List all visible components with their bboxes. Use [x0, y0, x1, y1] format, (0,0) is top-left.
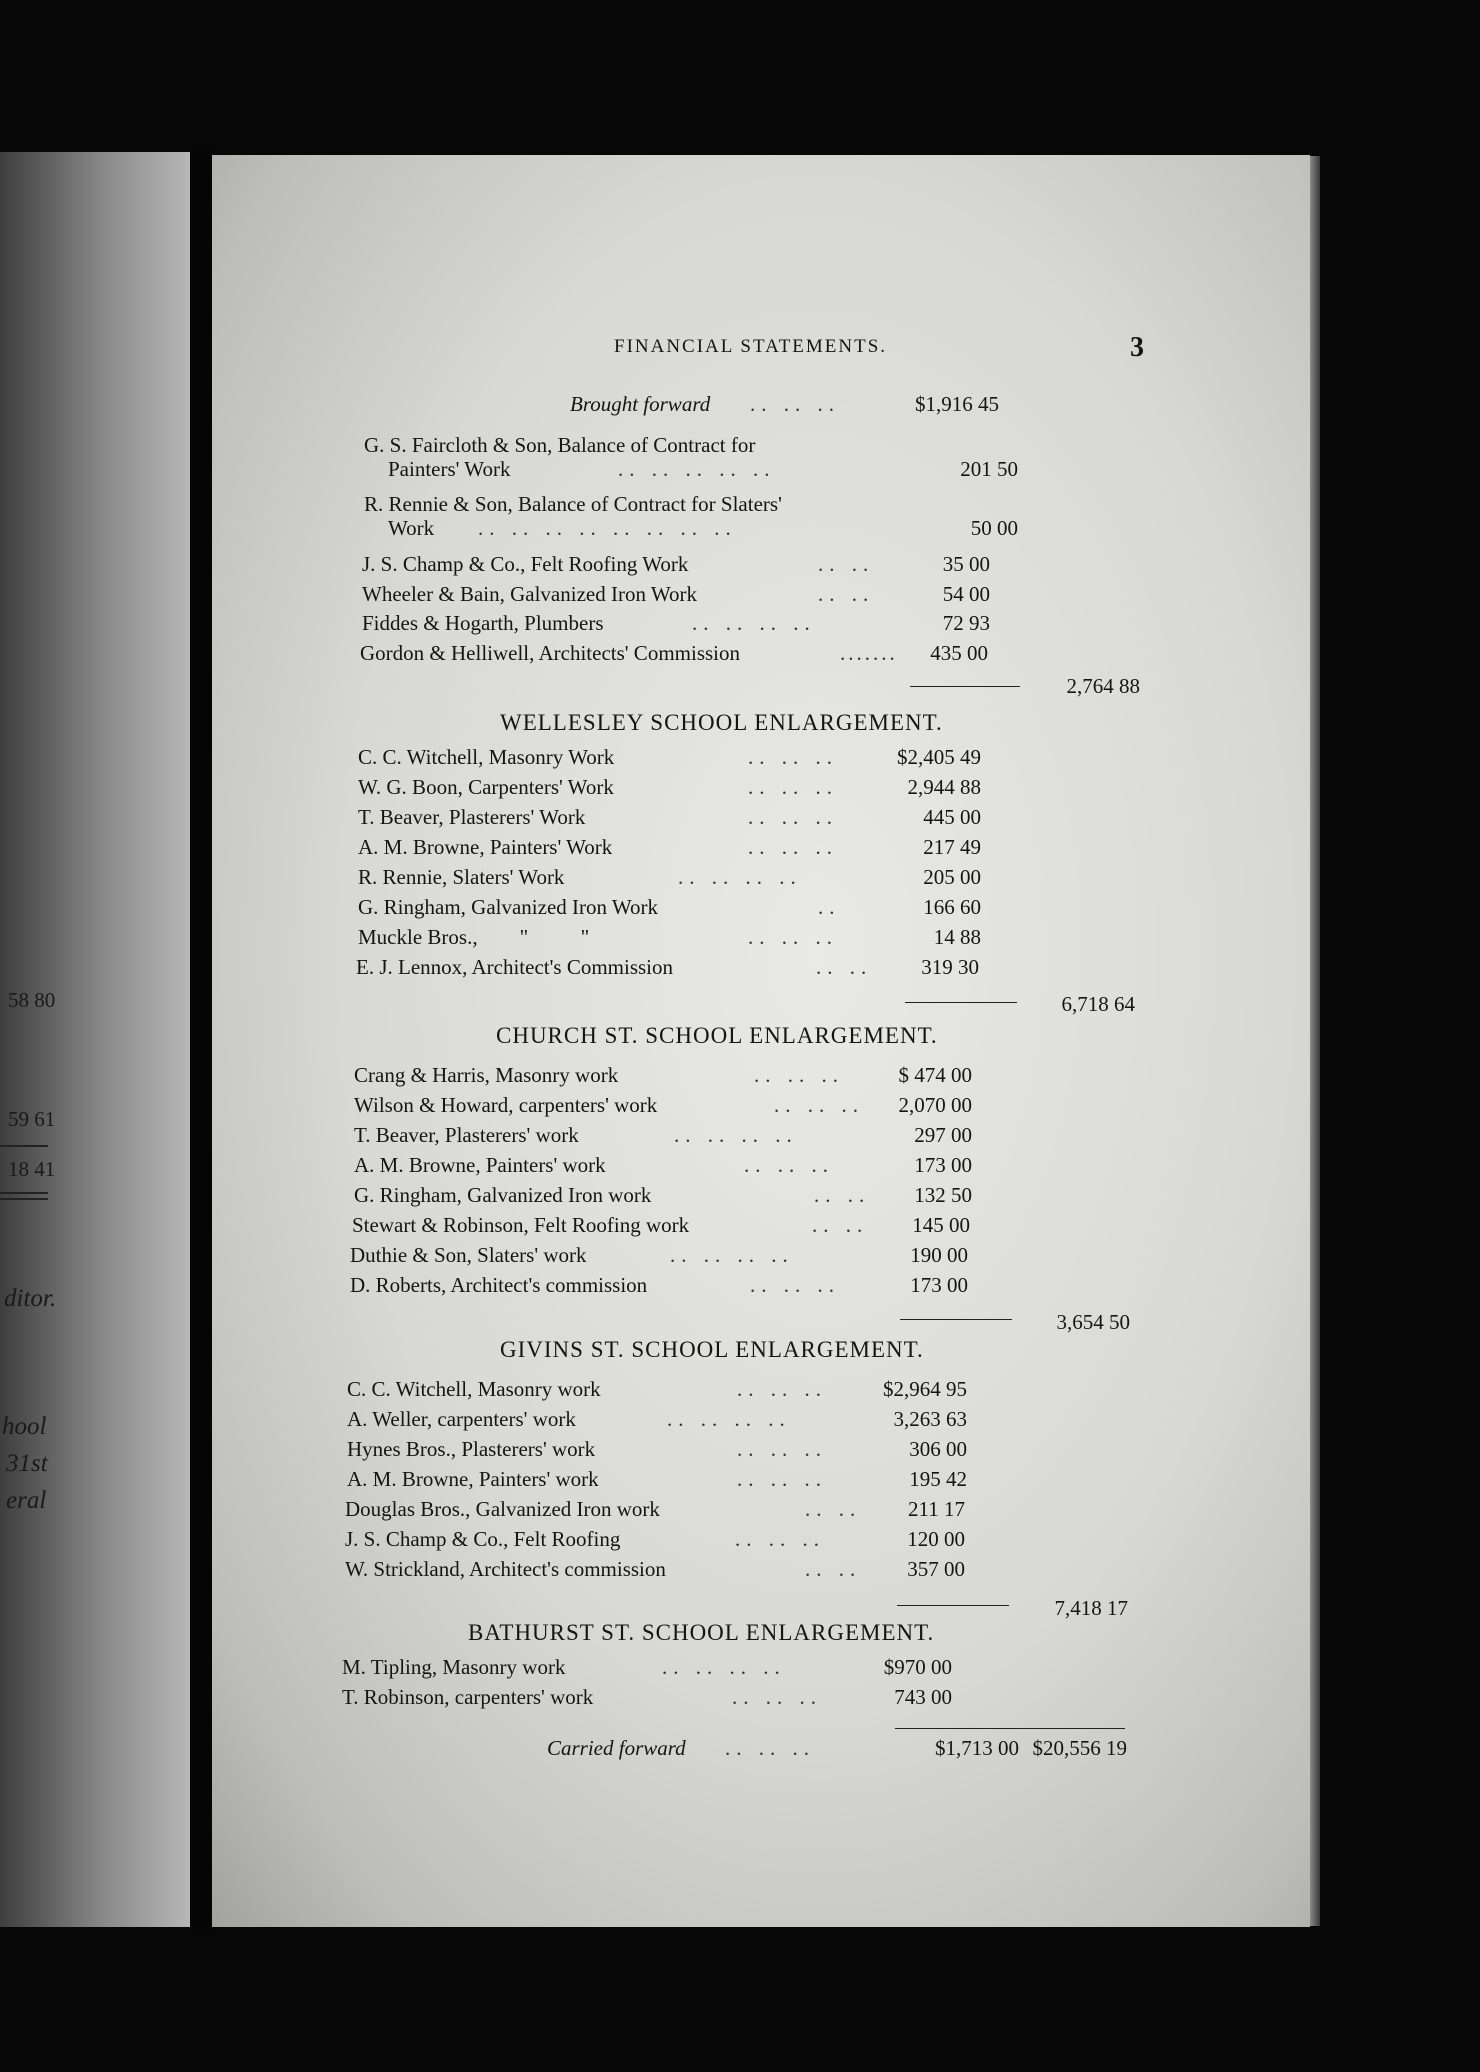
ledger-description: A. M. Browne, Painters' work — [347, 1467, 599, 1491]
left-page-fragment: ditor. — [4, 1285, 57, 1312]
brought-forward-row — [570, 392, 1030, 422]
ledger-row — [362, 552, 1027, 582]
ledger-description: Muckle Bros., " " — [358, 925, 590, 949]
ledger-description: Crang & Harris, Masonry work — [354, 1063, 619, 1087]
ledger-description: Hynes Bros., Plasterers' work — [347, 1437, 596, 1461]
ledger-row — [362, 582, 1027, 612]
section-total: 3,654 50 — [1056, 1310, 1130, 1334]
leader-dots: .. .. .. — [748, 775, 838, 799]
ledger-description: J. S. Champ & Co., Felt Roofing Work — [362, 552, 689, 576]
ledger-total-row — [990, 1310, 1140, 1340]
leader-dots: .. .. .. — [750, 1273, 840, 1297]
ledger-description: M. Tipling, Masonry work — [342, 1655, 566, 1679]
ledger-row — [347, 1377, 1012, 1407]
ledger-description: Wheeler & Bain, Galvanized Iron Work — [362, 582, 697, 606]
ledger-amount: 201 50 — [960, 457, 1018, 481]
ledger-description: Duthie & Son, Slaters' work — [350, 1243, 587, 1267]
left-page-rule — [0, 1192, 48, 1194]
ledger-description: J. S. Champ & Co., Felt Roofing — [345, 1527, 621, 1551]
leader-dots: .. .. .. .. — [667, 1407, 791, 1431]
ledger-amount: $970 00 — [883, 1655, 952, 1679]
ledger-description: W. G. Boon, Carpenters' Work — [358, 775, 614, 799]
ledger-row — [342, 1655, 1007, 1685]
subtotal-rule — [895, 1728, 1125, 1729]
ledger-row — [345, 1557, 1010, 1587]
ledger-row — [388, 457, 1028, 487]
ledger-row — [358, 745, 1023, 775]
ledger-row — [358, 835, 1023, 865]
ledger-amount: 195 42 — [909, 1467, 967, 1491]
section-title: BATHURST ST. SCHOOL ENLARGEMENT. — [468, 1620, 935, 1645]
leader-dots: .. .. .. .. — [674, 1123, 798, 1147]
ledger-description: Gordon & Helliwell, Architects' Commission — [360, 641, 740, 665]
ledger-description: R. Rennie, Slaters' Work — [358, 865, 565, 889]
leader-dots: .. .. — [818, 582, 875, 606]
carried-forward-row — [547, 1736, 1127, 1766]
leader-dots: .. .. .. — [748, 805, 838, 829]
ledger-amount: 173 00 — [910, 1273, 968, 1297]
left-page — [0, 152, 190, 1927]
leader-dots: .. .. .. — [748, 925, 838, 949]
leader-dots: .. .. .. — [754, 1063, 844, 1087]
leader-dots: .. .. .. .. — [678, 865, 802, 889]
ledger-row — [354, 1093, 1019, 1123]
ledger-description: Painters' Work — [388, 457, 511, 481]
ledger-amount: 190 00 — [910, 1243, 968, 1267]
ledger-row — [362, 611, 1027, 641]
ledger-amount: 2,070 00 — [898, 1093, 972, 1117]
leader-dots: .. .. — [818, 552, 875, 576]
ledger-amount: 743 00 — [894, 1685, 952, 1709]
book-gutter — [190, 150, 212, 1930]
section-total: 7,418 17 — [1054, 1596, 1128, 1620]
ledger-description: G. Ringham, Galvanized Iron work — [354, 1183, 652, 1207]
ledger-description: T. Robinson, carpenters' work — [342, 1685, 594, 1709]
ledger-description: R. Rennie & Son, Balance of Contract for Slaters' — [364, 492, 782, 516]
ledger-row — [342, 1685, 1007, 1715]
ledger-amount: 445 00 — [923, 805, 981, 829]
ledger-row — [358, 805, 1023, 835]
ledger-row — [350, 1273, 1015, 1303]
ledger-amount: 120 00 — [907, 1527, 965, 1551]
ledger-description: E. J. Lennox, Architect's Commission — [356, 955, 674, 979]
ledger-description: G. S. Faircloth & Son, Balance of Contract for — [364, 433, 756, 457]
section-total: 6,718 64 — [1061, 992, 1135, 1016]
ledger-description: Douglas Bros., Galvanized Iron work — [345, 1497, 660, 1521]
ledger-description: W. Strickland, Architect's commission — [345, 1557, 666, 1581]
ledger-amount: 35 00 — [942, 552, 990, 576]
left-page-fragment: eral — [6, 1487, 47, 1514]
running-header: FINANCIAL STATEMENTS. — [614, 336, 888, 357]
left-page-fragment: 58 80 — [8, 988, 56, 1012]
ledger-amount: 173 00 — [914, 1153, 972, 1177]
ledger-description: T. Beaver, Plasterers' work — [354, 1123, 579, 1147]
left-page-fragment: 59 61 — [8, 1107, 56, 1131]
leader-dots: .. .. — [814, 1183, 871, 1207]
leader-dots: .. .. .. .. — [670, 1243, 794, 1267]
leader-dots: .. .. .. .. — [662, 1655, 786, 1679]
brought-forward-label: Brought forward — [570, 392, 711, 416]
ledger-amount: 306 00 — [909, 1437, 967, 1461]
ledger-row — [360, 641, 1025, 671]
carried-forward-total: $20,556 19 — [1032, 1736, 1127, 1760]
leader-dots: .. .. — [805, 1557, 862, 1581]
ledger-row — [358, 925, 1023, 955]
left-page-rule — [0, 1198, 48, 1200]
leader-dots: .. .. .. — [737, 1377, 827, 1401]
section-title: WELLESLEY SCHOOL ENLARGEMENT. — [500, 710, 943, 735]
ledger-row — [354, 1063, 1019, 1093]
ledger-description: A. M. Browne, Painters' work — [354, 1153, 606, 1177]
ledger-description: A. Weller, carpenters' work — [347, 1407, 576, 1431]
ledger-amount: 72 93 — [942, 611, 990, 635]
ledger-amount: 145 00 — [912, 1213, 970, 1237]
left-page-fragment: 18 41 — [8, 1157, 56, 1181]
ledger-row — [354, 1183, 1019, 1213]
ledger-row — [345, 1527, 1010, 1557]
page-edge — [1310, 156, 1320, 1926]
leader-dots: .. .. — [812, 1213, 869, 1237]
ledger-amount: 297 00 — [914, 1123, 972, 1147]
ledger-description: C. C. Witchell, Masonry Work — [358, 745, 615, 769]
ledger-row — [347, 1467, 1012, 1497]
leader-dots: .. .. .. — [748, 835, 838, 859]
ledger-description: D. Roberts, Architect's commission — [350, 1273, 648, 1297]
ledger-amount: 205 00 — [923, 865, 981, 889]
leader-dots: .. .. .. — [735, 1527, 825, 1551]
ledger-row — [352, 1213, 1017, 1243]
ledger-description: G. Ringham, Galvanized Iron Work — [358, 895, 659, 919]
ledger-row — [358, 775, 1023, 805]
leader-dots: .. .. .. — [725, 1736, 815, 1760]
ledger-description: Work — [388, 516, 435, 540]
ledger-total-row — [995, 992, 1145, 1022]
leader-dots: .. .. .. — [737, 1437, 827, 1461]
ledger-description: Fiddes & Hogarth, Plumbers — [362, 611, 604, 635]
carried-forward-subtotal: $1,713 00 — [935, 1736, 1019, 1760]
ledger-description: Wilson & Howard, carpenters' work — [354, 1093, 658, 1117]
leader-dots: .. .. .. .. .. — [618, 457, 776, 481]
ledger-total-row — [988, 1596, 1138, 1626]
ledger-row — [350, 1243, 1015, 1273]
ledger-row — [347, 1407, 1012, 1437]
ledger-amount: 2,944 88 — [907, 775, 981, 799]
ledger-amount: 211 17 — [908, 1497, 965, 1521]
leader-dots: .. .. .. — [732, 1685, 822, 1709]
ledger-description: T. Beaver, Plasterers' Work — [358, 805, 586, 829]
leader-dots: ....... — [840, 641, 898, 665]
ledger-amount: 14 88 — [933, 925, 981, 949]
leader-dots: .. .. .. — [774, 1093, 864, 1117]
ledger-amount: 319 30 — [921, 955, 979, 979]
left-page-rule — [0, 1145, 48, 1147]
ledger-amount: 357 00 — [907, 1557, 965, 1581]
ledger-amount: 166 60 — [923, 895, 981, 919]
ledger-row — [388, 516, 1028, 546]
ledger-amount: $2,405 49 — [897, 745, 981, 769]
ledger-row — [356, 955, 1021, 985]
ledger-row — [354, 1123, 1019, 1153]
ledger-description: A. M. Browne, Painters' Work — [358, 835, 613, 859]
ledger-amount: 435 00 — [930, 641, 988, 665]
leader-dots: .. .. .. — [748, 745, 838, 769]
left-page-fragment: 31st — [6, 1450, 48, 1477]
ledger-amount: 54 00 — [942, 582, 990, 606]
ledger-row — [347, 1437, 1012, 1467]
leader-dots: .. — [818, 895, 841, 919]
ledger-row — [358, 865, 1023, 895]
ledger-amount: $2,964 95 — [883, 1377, 967, 1401]
leader-dots: .. .. .. .. .. .. .. .. — [478, 516, 737, 540]
leader-dots: .. .. .. — [737, 1467, 827, 1491]
left-page-fragment: hool — [2, 1413, 47, 1440]
ledger-description: C. C. Witchell, Masonry work — [347, 1377, 601, 1401]
ledger-amount: 3,263 63 — [893, 1407, 967, 1431]
section-total: 2,764 88 — [1066, 674, 1140, 698]
ledger-amount: 217 49 — [923, 835, 981, 859]
page-number: 3 — [1130, 332, 1144, 363]
leader-dots: .. .. .. .. — [692, 611, 816, 635]
leader-dots: .. .. .. — [744, 1153, 834, 1177]
ledger-amount: $ 474 00 — [898, 1063, 972, 1087]
ledger-total-row — [1000, 674, 1150, 704]
ledger-amount: 132 50 — [914, 1183, 972, 1207]
leader-dots: .. .. — [816, 955, 873, 979]
section-title: GIVINS ST. SCHOOL ENLARGEMENT. — [500, 1337, 924, 1362]
section-title: CHURCH ST. SCHOOL ENLARGEMENT. — [496, 1023, 938, 1048]
ledger-description: Stewart & Robinson, Felt Roofing work — [352, 1213, 690, 1237]
ledger-row — [345, 1497, 1010, 1527]
ledger-amount: 50 00 — [970, 516, 1018, 540]
carried-forward-label: Carried forward — [547, 1736, 686, 1760]
ledger-row — [358, 895, 1023, 925]
ledger-row — [354, 1153, 1019, 1183]
brought-forward-amount: $1,916 45 — [915, 392, 999, 416]
leader-dots: .. .. .. — [750, 392, 840, 416]
leader-dots: .. .. — [805, 1497, 862, 1521]
